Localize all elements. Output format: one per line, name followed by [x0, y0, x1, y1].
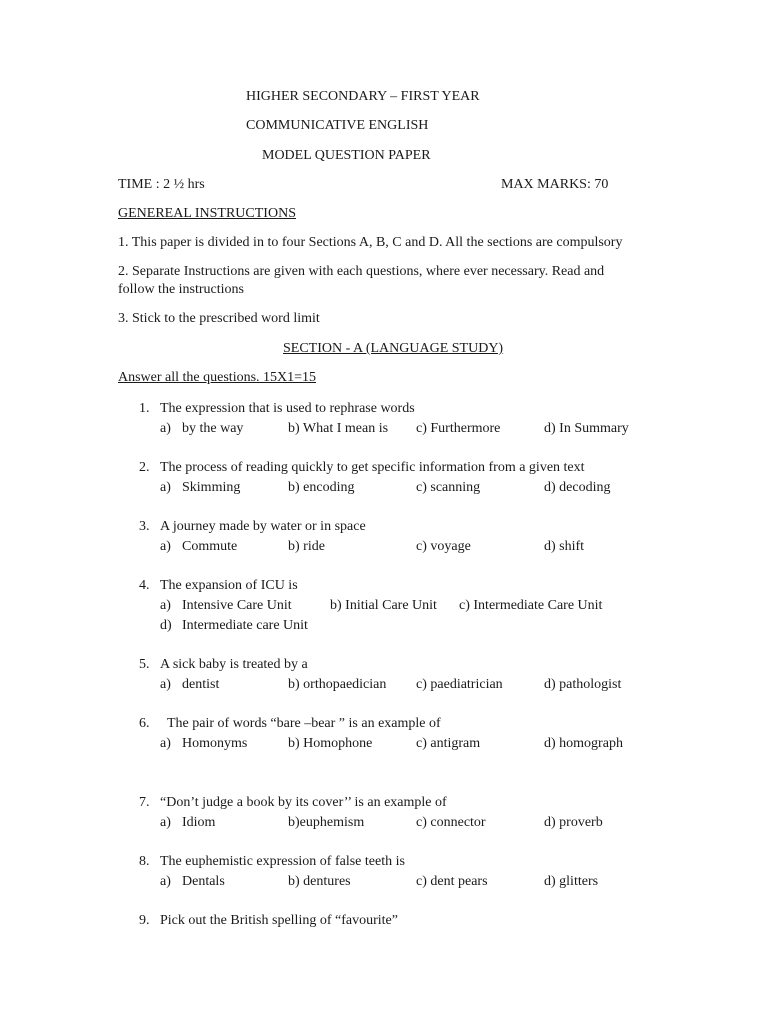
option-c: c) Furthermore	[416, 421, 501, 436]
header-line-3: MODEL QUESTION PAPER	[262, 148, 431, 163]
question-5: 5. A sick baby is treated by a a) dentist b) orthopaedician c) paediatrician d) pathologist	[139, 657, 622, 692]
question-1: 1. The expression that is used to rephrase words a) by the way b) What I mean is c) Furthermore d) In Summary	[139, 401, 629, 436]
question-6: 6. The pair of words “bare –bear ” is an example of a) Homonyms b) Homophone c) antigram d) homograph	[139, 716, 623, 751]
option-d: d) glitters	[544, 874, 599, 889]
section-subtitle: Answer all the questions. 15X1=15	[118, 370, 317, 385]
question-number: 8.	[139, 854, 150, 869]
question-number: 2.	[139, 460, 150, 475]
question-text: “Don’t judge a book by its cover’’ is an example of	[160, 795, 447, 810]
option-d: d) pathologist	[544, 677, 622, 692]
option-c: c) voyage	[416, 539, 471, 554]
option-d: d) shift	[544, 539, 585, 554]
option-c: c) dent pears	[416, 874, 488, 889]
option-b: b) encoding	[288, 480, 355, 495]
question-number: 7.	[139, 795, 150, 810]
instructions-heading: GENEREAL INSTRUCTIONS	[118, 206, 296, 221]
question-4: 4. The expansion of ICU is a) Intensive Care Unit b) Initial Care Unit c) Intermediate Care Unit d) Intermediate care Unit	[139, 578, 603, 633]
option-d: d) homograph	[544, 736, 623, 751]
option-c: c) connector	[416, 815, 486, 830]
max-marks-label: MAX MARKS: 70	[501, 177, 609, 192]
option-d: d) In Summary	[544, 421, 629, 436]
option-b: b) orthopaedician	[288, 677, 387, 692]
question-number: 1.	[139, 401, 150, 416]
question-number: 9.	[139, 913, 150, 928]
question-8: 8. The euphemistic expression of false teeth is a) Dentals b) dentures c) dent pears d) glitters	[139, 854, 599, 889]
question-3: 3. A journey made by water or in space a) Commute b) ride c) voyage d) shift	[139, 519, 585, 554]
question-text: A sick baby is treated by a	[160, 657, 308, 672]
question-number: 6.	[139, 716, 150, 731]
instruction-item-3: 3. Stick to the prescribed word limit	[118, 311, 320, 326]
instruction-item-2: 2. Separate Instructions are given with each questions, where ever necessary. Read and	[118, 264, 605, 279]
question-number: 4.	[139, 578, 150, 593]
question-text: The expansion of ICU is	[160, 578, 298, 593]
instruction-item-1: 1. This paper is divided in to four Sections A, B, C and D. All the sections are compulsory	[118, 235, 623, 250]
time-label: TIME : 2 ½ hrs	[118, 177, 205, 192]
question-text: The euphemistic expression of false teeth is	[160, 854, 405, 869]
header-line-1: HIGHER SECONDARY – FIRST YEAR	[246, 89, 480, 104]
question-text: Pick out the British spelling of “favourite”	[160, 913, 398, 928]
question-number: 3.	[139, 519, 150, 534]
option-b: b) dentures	[288, 874, 351, 889]
option-b: b) Homophone	[288, 736, 373, 751]
option-b: b) What I mean is	[288, 421, 389, 436]
option-b: b) ride	[288, 539, 325, 554]
option-c: c) scanning	[416, 480, 481, 495]
question-2: 2. The process of reading quickly to get specific information from a given text a) Skimming b) encoding c) scanning d) decoding	[139, 460, 611, 495]
option-c: c) Intermediate Care Unit	[459, 598, 603, 613]
header-line-2: COMMUNICATIVE ENGLISH	[246, 118, 429, 133]
section-title: SECTION - A (LANGUAGE STUDY)	[283, 341, 504, 356]
option-c: c) paediatrician	[416, 677, 503, 692]
question-9	[139, 912, 739, 932]
instruction-item-2-continued: follow the instructions	[118, 282, 244, 297]
question-text: A journey made by water or in space	[160, 519, 366, 534]
option-b: b) Initial Care Unit	[330, 598, 437, 613]
question-text: The pair of words “bare –bear ” is an example of	[167, 716, 441, 731]
question-text: The expression that is used to rephrase words	[160, 401, 415, 416]
question-number: 5.	[139, 657, 150, 672]
option-d: d) decoding	[544, 480, 611, 495]
option-d: d) proverb	[544, 815, 603, 830]
question-text: The process of reading quickly to get specific information from a given text	[160, 460, 585, 475]
option-c: c) antigram	[416, 736, 481, 751]
question-7: 7. “Don’t judge a book by its cover’’ is an example of a) Idiom b)euphemism c) connector d) proverb	[139, 795, 603, 830]
option-b: b)euphemism	[288, 815, 365, 830]
